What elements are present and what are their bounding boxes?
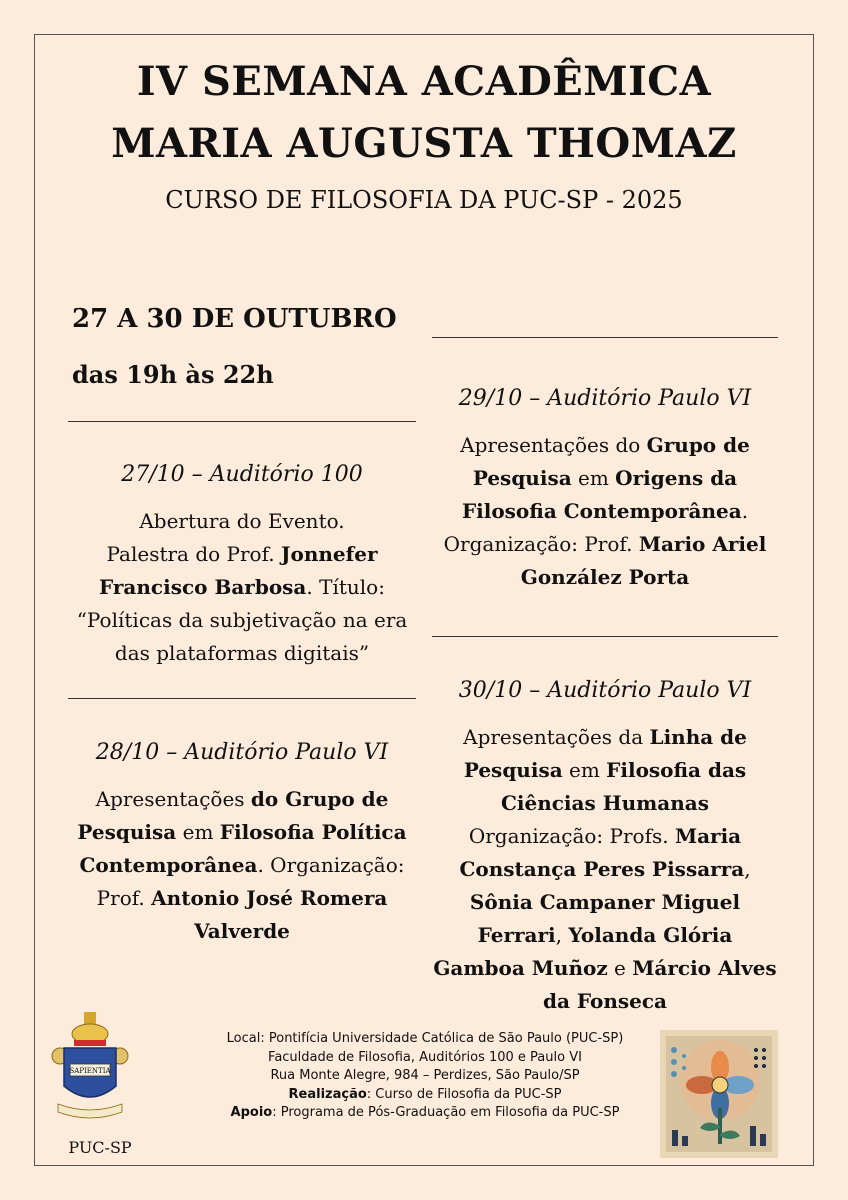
subtitle: CURSO DE FILOSOFIA DA PUC-SP - 2025 xyxy=(165,186,683,214)
divider xyxy=(432,337,778,338)
group-name: Pesquisa xyxy=(463,758,563,782)
footer-local: Local: Pontifícia Universidade Católica de São Paulo (PUC-SP) xyxy=(226,1031,624,1046)
divider xyxy=(432,636,778,637)
session-28-heading: 28/10 – Auditório Paulo VI xyxy=(95,740,389,765)
footer-address: Rua Monte Alegre, 984 – Perdizes, São Paulo/SP xyxy=(270,1068,580,1083)
text: “Políticas da subjetivação na era xyxy=(76,608,408,632)
group-name: do Grupo de xyxy=(250,787,389,811)
text: . Título: xyxy=(306,575,385,599)
session-29-body xyxy=(432,429,778,594)
text: : Programa de Pós-Graduação em Filosofia da PUC-SP xyxy=(272,1105,620,1120)
session-30 xyxy=(432,674,778,1018)
crest-text: SAPIENTIA xyxy=(69,1067,111,1075)
text: em xyxy=(562,758,607,782)
session-27 xyxy=(68,458,416,670)
text: , xyxy=(555,923,569,947)
text: Abertura do Evento. xyxy=(139,509,345,533)
organizer-name: González Porta xyxy=(520,565,690,589)
text: das plataformas digitais” xyxy=(114,641,370,665)
group-name: Linha de xyxy=(649,725,747,749)
session-30-body xyxy=(432,721,778,1018)
organizer-name: da Fonseca xyxy=(542,989,667,1013)
footer-apoio xyxy=(190,1104,660,1123)
organizer-name: Maria xyxy=(674,824,742,848)
label: Apoio xyxy=(230,1105,273,1120)
text: Apresentações da xyxy=(463,725,650,749)
session-29-heading: 29/10 – Auditório Paulo VI xyxy=(458,386,752,411)
organizer-name: Mario Ariel xyxy=(638,532,767,556)
divider xyxy=(68,698,416,699)
text: : Curso de Filosofia da PUC-SP xyxy=(366,1086,562,1102)
organizer-name: Sônia Campaner Miguel xyxy=(469,890,741,914)
text: . xyxy=(741,499,749,523)
session-30-heading: 30/10 – Auditório Paulo VI xyxy=(458,678,752,703)
footer-realizacao xyxy=(190,1086,660,1105)
organizer-name: Yolanda Glória xyxy=(568,923,733,947)
text: Prof. xyxy=(96,886,152,910)
text: Palestra do Prof. xyxy=(106,542,282,566)
footer-faculty: Faculdade de Filosofia, Auditórios 100 e Paulo VI xyxy=(268,1049,582,1065)
session-28-body xyxy=(68,783,416,948)
text: Organização: Profs. xyxy=(468,824,675,848)
organizer-name: Antonio José Romera xyxy=(151,886,388,910)
topic: Filosofia Política xyxy=(219,820,407,844)
topic: Filosofia Contemporânea xyxy=(461,499,742,523)
puc-crest-icon xyxy=(50,1012,130,1132)
group-name: Pesquisa xyxy=(472,466,572,490)
organizer-name: Gamboa Muñoz xyxy=(433,956,608,980)
event-dates: 27 A 30 DE OUTUBRO xyxy=(72,304,397,334)
text: e xyxy=(607,956,633,980)
topic: Contemporânea xyxy=(79,853,258,877)
session-27-body xyxy=(68,505,416,670)
text: Apresentações xyxy=(95,787,251,811)
speaker-name: Francisco Barbosa xyxy=(99,575,307,599)
text: em xyxy=(571,466,616,490)
text: . Organização: xyxy=(257,853,405,877)
session-27-heading: 27/10 – Auditório 100 xyxy=(121,462,363,487)
group-name: Grupo de xyxy=(646,433,750,457)
text: Apresentações do xyxy=(460,433,647,457)
title-line-2: MARIA AUGUSTA THOMAZ xyxy=(111,120,737,167)
speaker-name: Jonnefer xyxy=(281,542,378,566)
session-29 xyxy=(432,382,778,594)
organizer-name: Márcio Alves xyxy=(632,956,777,980)
text: em xyxy=(176,820,220,844)
topic: Ciências Humanas xyxy=(500,791,710,815)
crest-label: PUC-SP xyxy=(68,1138,132,1157)
event-hours: das 19h às 22h xyxy=(72,360,274,389)
text: Organização: Prof. xyxy=(443,532,639,556)
organizer-name: Constança Peres Pissarra xyxy=(459,857,745,881)
label: Realização xyxy=(288,1086,367,1102)
topic: Origens da xyxy=(615,466,738,490)
flower-artwork-icon xyxy=(660,1030,778,1158)
topic: Filosofia das xyxy=(606,758,747,782)
divider xyxy=(68,421,416,422)
title-line-1: IV SEMANA ACADÊMICA xyxy=(136,58,712,105)
session-28 xyxy=(68,736,416,948)
footer-info xyxy=(190,1030,660,1123)
organizer-name: Valverde xyxy=(194,919,290,943)
organizer-name: Ferrari xyxy=(477,923,556,947)
group-name: Pesquisa xyxy=(77,820,177,844)
text: , xyxy=(744,857,751,881)
